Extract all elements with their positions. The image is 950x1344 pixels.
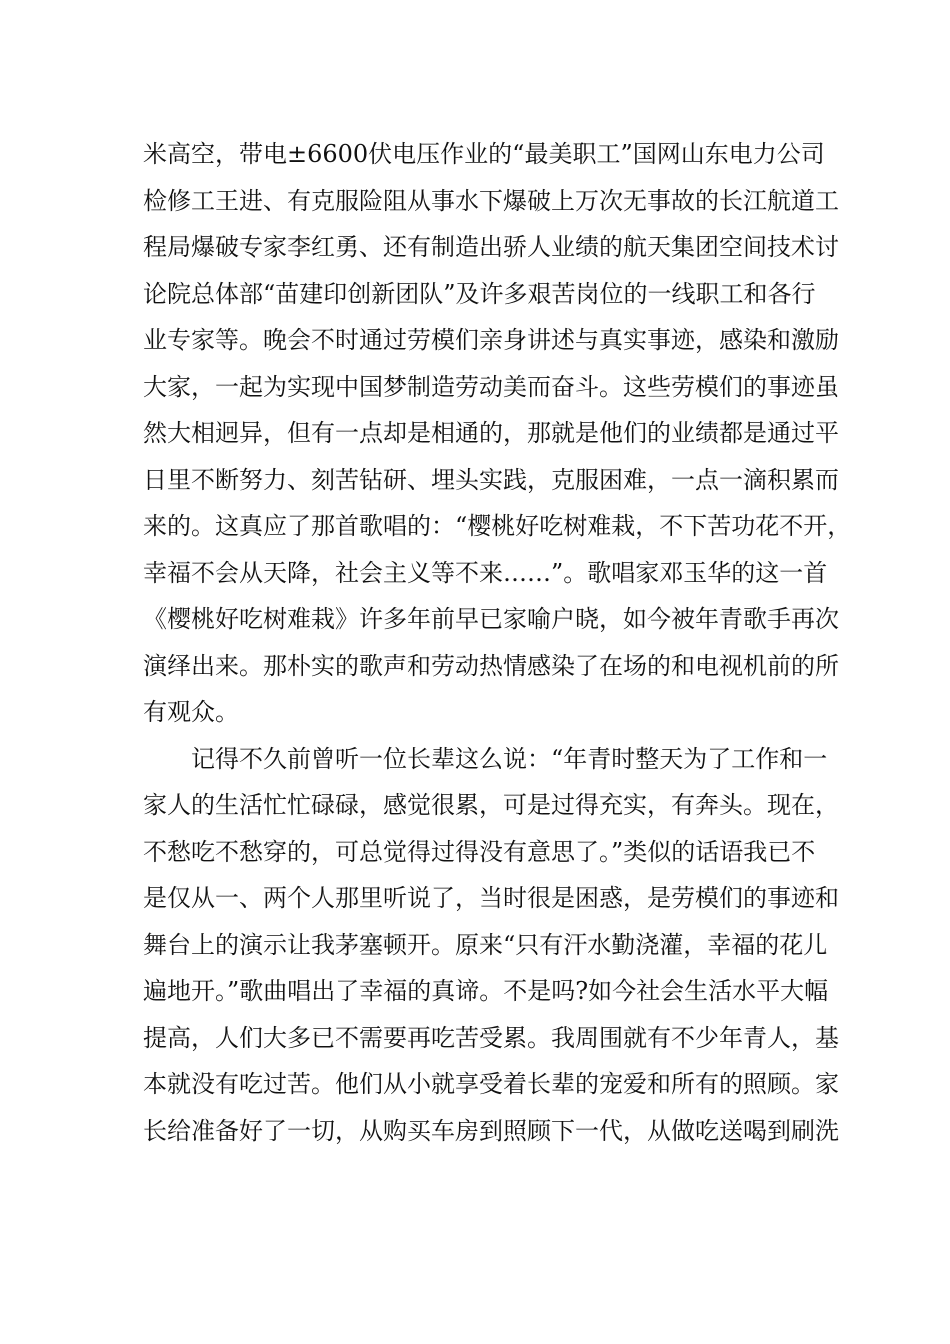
text-line: 演绎出来。那朴实的歌声和劳动热情感染了在场的和电视机前的所 bbox=[143, 651, 839, 680]
text-line: 来的。这真应了那首歌唱的：“樱桃好吃树难栽，不下苦功花不开， bbox=[143, 512, 852, 540]
text-line: 本就没有吃过苦。他们从小就享受着长辈的宠爱和所有的照顾。家 bbox=[143, 1070, 839, 1098]
text-line: 提高，人们大多已不需要再吃苦受累。我周围就有不少年青人，基 bbox=[143, 1023, 839, 1052]
text-line: 舞台上的演示让我茅塞顿开。原来“只有汗水勤浇灌，幸福的花儿 bbox=[143, 930, 828, 959]
text-line: 遍地开。”歌曲唱出了幸福的真谛。不是吗?如今社会生活水平大幅 bbox=[143, 977, 829, 1005]
text-line: 长给准备好了一切，从购买车房到照顾下一代，从做吃送喝到刷洗 bbox=[143, 1116, 839, 1145]
text-line: 业专家等。晚会不时通过劳模们亲身讲述与真实事迹，感染和激励 bbox=[143, 326, 839, 354]
paragraph-2 bbox=[143, 736, 839, 1155]
body-text bbox=[143, 131, 852, 1154]
text-line: 检修工王进、有克服险阻从事水下爆破上万次无事故的长江航道工 bbox=[143, 186, 839, 215]
paragraph-1 bbox=[143, 131, 852, 736]
text-line: 然大相迥异，但有一点却是相通的，那就是他们的业绩都是通过平 bbox=[143, 419, 839, 447]
text-line: 不愁吃不愁穿的，可总觉得过得没有意思了。”类似的话语我已不 bbox=[143, 837, 816, 866]
text-line: 《樱桃好吃树难栽》许多年前早已家喻户晓，如今被年青歌手再次 bbox=[143, 605, 839, 633]
text-line: 幸福不会从天降，社会主义等不来……”。歌唱家邓玉华的这一首 bbox=[143, 558, 828, 587]
text-line: 米高空，带电±6600伏电压作业的“最美职工”国网山东电力公司 bbox=[143, 140, 825, 168]
text-line: 有观众。 bbox=[143, 698, 239, 726]
text-line: 论院总体部“苗建印创新团队”及许多艰苦岗位的一线职工和各行 bbox=[143, 279, 816, 308]
text-line: 程局爆破专家李红勇、还有制造出骄人业绩的航天集团空间技术讨 bbox=[143, 233, 839, 261]
text-line: 日里不断努力、刻苦钻研、埋头实践，克服困难，一点一滴积累而 bbox=[143, 465, 839, 494]
text-line: 记得不久前曾听一位长辈这么说：“年青时整天为了工作和一 bbox=[191, 744, 828, 773]
text-line: 大家，一起为实现中国梦制造劳动美而奋斗。这些劳模们的事迹虽 bbox=[143, 372, 839, 401]
text-line: 是仅从一、两个人那里听说了，当时很是困惑，是劳模们的事迹和 bbox=[143, 884, 839, 912]
text-line: 家人的生活忙忙碌碌，感觉很累，可是过得充实，有奔头。现在， bbox=[143, 791, 839, 819]
